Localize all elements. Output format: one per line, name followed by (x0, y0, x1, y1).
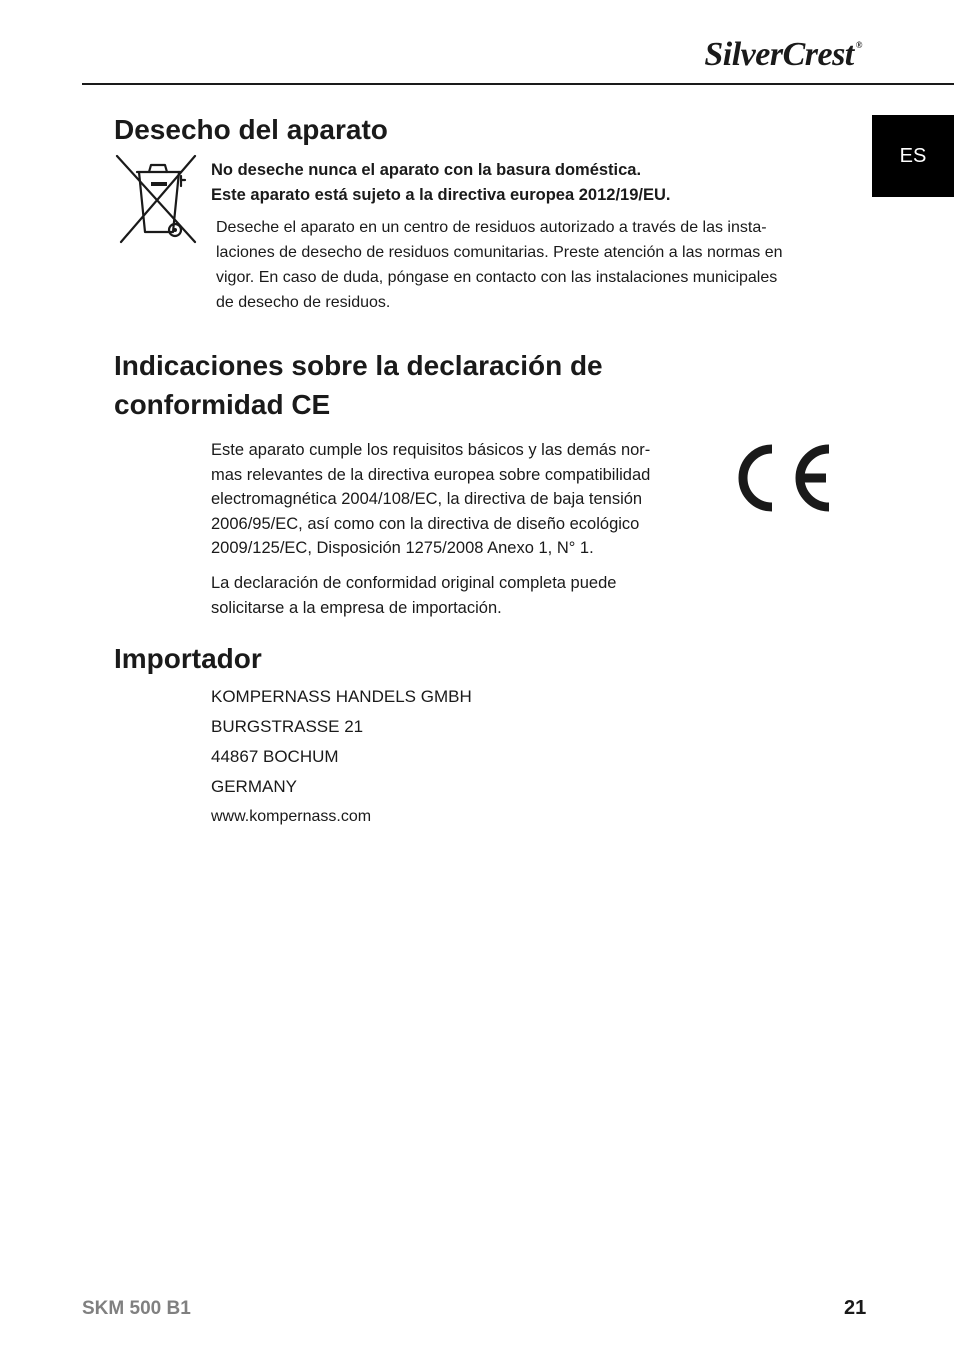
crossed-out-wheelie-bin-icon (113, 152, 199, 248)
text-line: solicitarse a la empresa de importación. (211, 598, 502, 617)
text-line: mas relevantes de la directiva europea sobre compatibilidad (211, 465, 651, 484)
text-line: vigor. En caso de duda, póngase en contacto con las instalaciones municipales (216, 269, 778, 286)
disposal-paragraph (216, 215, 838, 315)
ce-paragraph-declaration (211, 571, 701, 620)
text-line: Deseche el aparato en un centro de residuos autorizado a través de las insta- (216, 219, 767, 236)
text-line: de desecho de residuos. (216, 294, 391, 311)
brand-name: SilverCrest (704, 36, 854, 73)
address-company: KOMPERNASS HANDELS GMBH (211, 687, 472, 706)
ce-declaration-heading (114, 346, 603, 424)
footer-model: SKM 500 B1 (82, 1298, 191, 1319)
importer-website: www.kompernass.com (211, 808, 372, 825)
brand-logo (704, 36, 862, 74)
text-line: laciones de desecho de residuos comunitarias. Preste atención a las normas en (216, 244, 783, 261)
language-tab (872, 115, 954, 197)
registered-mark: ® (855, 40, 862, 50)
importer-heading: Importador (114, 643, 262, 674)
heading-line: conformidad CE (114, 389, 331, 420)
language-tab-label: ES (899, 144, 927, 167)
text-line: 2009/125/EC, Disposición 1275/2008 Anexo 1, N° 1. (211, 539, 594, 557)
text-line: electromagnética 2004/108/EC, la directiva de baja tensión (211, 490, 643, 508)
text-line: La declaración de conformidad original completa puede (211, 574, 617, 592)
address-city: 44867 BOCHUM (211, 747, 339, 766)
heading-line: Indicaciones sobre la declaración de (114, 350, 603, 381)
header-divider (82, 83, 954, 85)
disposal-directive-line: Este aparato está sujeto a la directiva europea 2012/19/EU. (211, 186, 671, 204)
text-line: 2006/95/EC, así como con la directiva de diseño ecológico (211, 514, 640, 533)
address-country: GERMANY (211, 777, 297, 796)
page-number: 21 (844, 1297, 867, 1319)
importer-address (211, 682, 472, 802)
disposal-warning (211, 158, 670, 208)
address-street: BURGSTRASSE 21 (211, 717, 364, 736)
text-line: Este aparato cumple los requisitos básicos y las demás nor- (211, 441, 651, 459)
disposal-heading: Desecho del aparato (114, 114, 388, 145)
ce-paragraph-requirements (211, 438, 701, 561)
disposal-warning-line: No deseche nunca el aparato con la basura doméstica. (211, 161, 642, 179)
ce-mark-icon (734, 442, 836, 514)
